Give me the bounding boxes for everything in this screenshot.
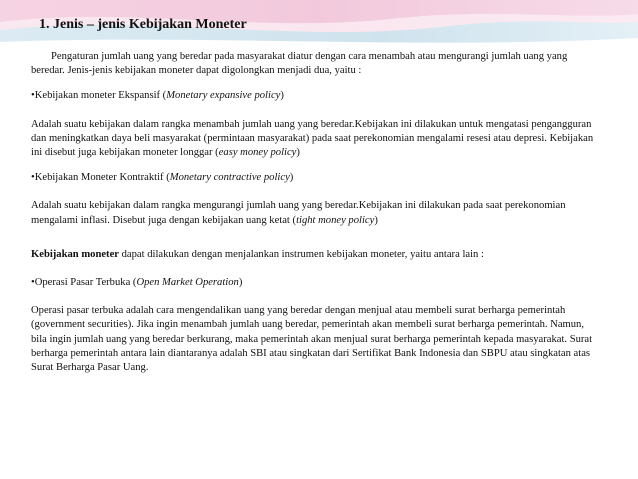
instrument-bold: Kebijakan moneter [31,248,119,260]
bullet-contractive [31,171,601,185]
bullet-open-market-close: ) [238,277,243,289]
intro-text: Pengaturan jumlah uang yang beredar pada masyarakat diatur dengan cara menambah atau mengurangi jumlah uang yang beredar. Jenis-jenis kebijakan moneter dapat digolongkan menjadi dua, yaitu : [31,51,568,77]
contractive-italic: tight money policy [296,214,375,226]
bullet-open-market [31,276,601,290]
open-market-paragraph: Operasi pasar terbuka adalah cara mengendalikan uang yang beredar dengan menjual atau membeli surat berharga pemerintah (government securities). Jika ingin menambah jumlah uang beredar, pemerintah akan membeli surat berharga pemerintah. Namun, bila ingin jumlah uang yang beredar berkurang, maka pemerintah akan menjual surat berharga pemerintah kepada masyarakat. Surat berharga pemerintah antara lain diantaranya adalah SBI atau singkatan dari Sertifikat Bank Indonesia dan SBPU atau singkatan atas Surat Berharga Pasar Uang. [31,305,593,374]
expansive-text: Adalah suatu kebijakan dalam rangka menambah jumlah uang yang beredar.Kebijakan ini dilakukan untuk mengatasi pengangguran dan meningkatkan daya beli masyarakat (permintaan masyarakat) pada saat perekonomian mengalami resesi atau depresi. Kebijakan ini disebut juga kebijakan moneter longgar ( [31,118,594,159]
instrument-paragraph [31,248,601,262]
expansive-close: ) [296,147,300,159]
slide-body [31,50,601,375]
instrument-text: dapat dilakukan dengan menjalankan instrumen kebijakan moneter, yaitu antara lain : [118,248,484,260]
bullet-mark: • [31,90,35,102]
bullet-expansive-label: Kebijakan moneter Ekspansif ( [34,90,167,102]
bullet-expansive-close: ) [280,90,284,102]
bullet-mark: • [31,277,35,289]
slide-title: 1. Jenis – jenis Kebijakan Moneter [39,17,247,32]
bullet-expansive [31,89,601,103]
expansive-paragraph [31,118,601,161]
bullet-contractive-italic: Monetary contractive policy [169,172,290,184]
bullet-contractive-close: ) [289,172,294,184]
contractive-paragraph [31,199,601,227]
contractive-close: ) [374,214,378,226]
bullet-mark: • [31,172,35,184]
bullet-expansive-italic: Monetary expansive policy [166,90,281,102]
bullet-open-market-italic: Open Market Operation [136,277,239,289]
intro-paragraph [31,50,601,78]
expansive-italic: easy money policy [218,147,297,159]
bullet-open-market-label: Operasi Pasar Terbuka ( [34,277,137,289]
contractive-text: Adalah suatu kebijakan dalam rangka mengurangi jumlah uang yang beredar.Kebijakan ini dilakukan pada saat perekonomian mengalami inflasi. Disebut juga dengan kebijakan uang ketat ( [31,200,566,226]
bullet-contractive-label: Kebijakan Moneter Kontraktif ( [34,172,170,184]
